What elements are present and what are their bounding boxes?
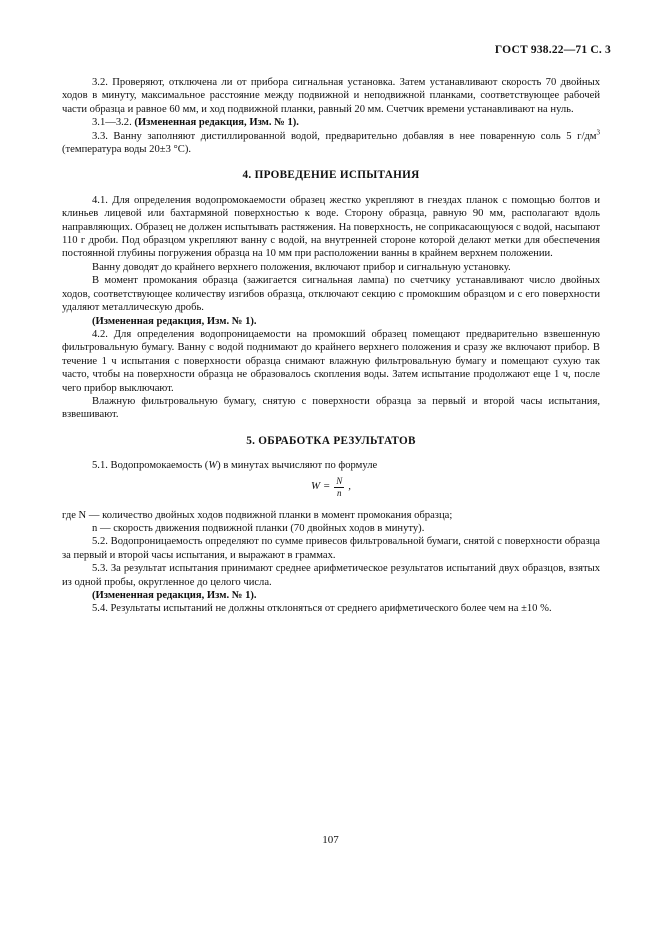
formula-denominator: n [337,487,342,498]
paragraph-5-1 [62,459,600,472]
formula [62,476,600,506]
formula-fraction [334,476,344,499]
paragraph-5-3: 5.3. За результат испытания принимают среднее арифметическое результатов испытаний двух образцов, взятых из одной пробы, округленное до целого числа. [62,563,600,588]
section-4-heading: 4. ПРОВЕДЕНИЕ ИСПЫТАНИЯ [242,169,420,182]
amendment-note-5-3: (Измененная редакция, Изм. № 1). [92,590,257,601]
where-clause-n-lower: n — скорость движения подвижной планки (70 двойных ходов в минуту). [92,522,425,534]
formula-numerator: N [336,475,343,486]
paragraph-4-1: 4.1. Для определения водопромокаемости образец жестко укрепляют в гнездах планок с помощью болтов и клиньев лицевой или бахтармяной поверхностью к воде. Сторону образца, равную 90 мм, располагают вдоль направляющих. Образец не должен испытывать растяжения. На поверхность, не соприкасающуюся с водой, насыпают 110 г дроби. Под образцом укрепляют ванну с водой, на внутренней стороне которой делают метки для обеспечения постоянной глубины погружения образца на 10 мм при расположении ванны в крайнем верхнем положении. [62,194,600,260]
paragraph-4-1-b: Ванну доводят до крайнего верхнего положения, включают прибор и сигнальную установку. [92,261,511,273]
amendment-ref: 3.1—3.2. [92,117,132,129]
amendment-note-4-1: (Измененная редакция, Изм. № 1). [92,315,257,327]
paragraph-5-4: 5.4. Результаты испытаний не должны отклоняться от среднего арифметического более чем на ±10 %. [92,603,552,615]
formula-tail: , [348,480,352,493]
paragraph-5-1-text: 5.1. Водопромокаемость ( [92,460,209,472]
page-number: 107 [322,834,339,846]
variable-w: W [208,460,218,472]
paragraph-3-3-text: 3.3. Ванну заполняют дистиллированной водой, предварительно добавляя в нее поваренную соль 5 г/дм [92,130,597,142]
superscript: 3 [596,128,600,137]
section-5-heading: 5. ОБРАБОТКА РЕЗУЛЬТАТОВ [246,434,416,447]
document-body [62,76,600,616]
paragraph-4-2-b: Влажную фильтровальную бумагу, снятую с поверхности образца за первый и второй часы испытания, взвешивают. [62,395,600,421]
paragraph-3-2: 3.2. Проверяют, отключена ли от прибора сигнальная установка. Затем устанавливают скорость 70 двойных ходов в минуту, максимальное расстояние между подвижной и неподвижной планками, соответствующее рабочей части образца и равное 60 мм, и ход подвижной планки, равный 20 мм. Счетчик времени устанавливают на нуль. [62,77,600,115]
where-clause-n-upper: где N — количество двойных ходов подвижной планки в момент промокания образца; [62,509,453,521]
amendment-text: (Измененная редакция, Изм. № 1). [134,117,299,129]
amendment-note-3-1 [62,116,600,129]
paragraph-3-3 [62,130,600,157]
paragraph-4-1-c: В момент промокания образца (зажигается сигнальная лампа) по счетчику устанавливают число двойных ходов, соответствующее количеству изгибов образца, отключают секцию с промокшим образцом и с его поверхности удаляют металлическую дробь. [62,275,600,314]
paragraph-3-3-text-end: (температура воды 20±3 °С). [62,144,192,156]
paragraph-4-2: 4.2. Для определения водопроницаемости на промокший образец помещают предварительно взвешенную фильтровальную бумагу. Ванну с водой поднимают до крайнего верхнего положения и сразу же включают прибор. В течение 1 ч испытания с поверхности образца снимают влажную фильтровальную бумагу и помещают сухую так часто, чтобы на поверхности образца не образовалось скопления воды. Затем испытание продолжают еще 1 ч, после чего прибор выключают. [62,328,600,394]
document-header: ГОСТ 938.22—71 С. 3 [494,44,611,56]
formula-lhs: W = [310,480,331,493]
paragraph-5-2: 5.2. Водопроницаемость определяют по сумме привесов фильтровальной бумаги, снятой с поверхности образца за первый и второй часы испытания, и выражают в граммах. [62,536,600,561]
paragraph-5-1-text-end: ) в минутах вычисляют по формуле [217,460,378,472]
